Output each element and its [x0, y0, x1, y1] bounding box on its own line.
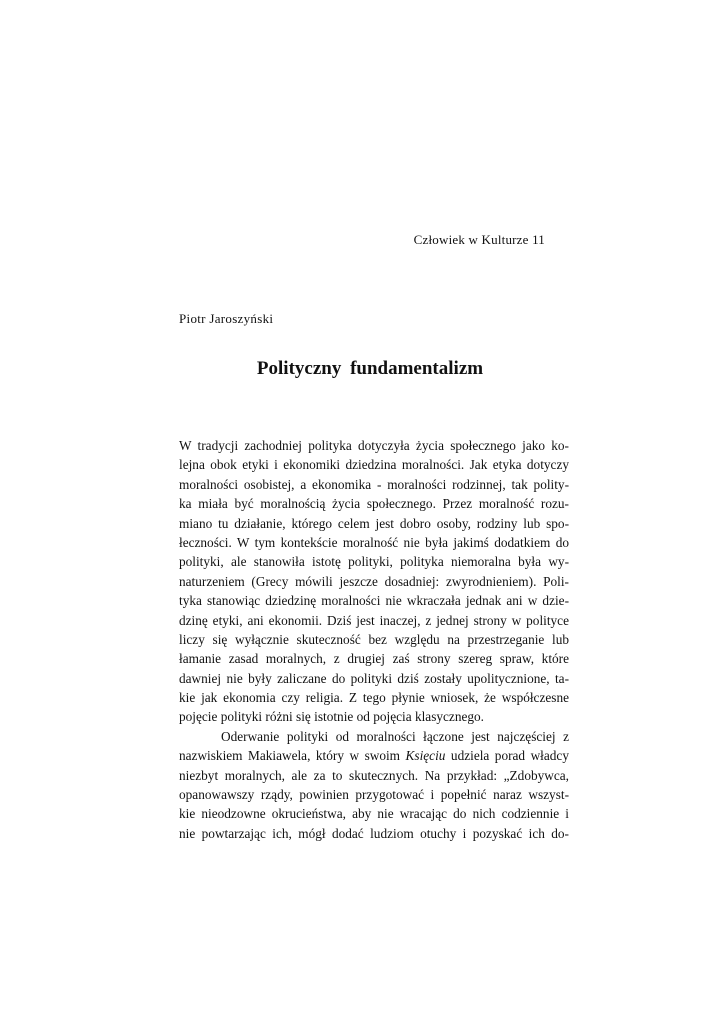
text-line: W tradycji zachodniej polityka dotyczyła życia społecznego jako ko- — [179, 438, 569, 453]
text-line: nie powtarzając ich, mógł dodać ludziom otuchy i pozyskać ich do- — [179, 825, 569, 841]
text-fragment: nazwiskiem Makiawela, który w swoim — [179, 748, 406, 764]
paragraph-1 — [179, 436, 569, 727]
text-line: naturzeniem (Grecy mówili jeszcze dosadniej: zwyrodnieniem). Poli- — [179, 573, 569, 589]
text-line: Oderwanie polityki od moralności łączone jest najczęściej z — [221, 728, 569, 744]
text-line: niezbyt moralnych, ale za to skutecznych. Na przykład: „Zdobywca, — [179, 767, 569, 783]
text-line: łeczności. W tym kontekście moralność nie była jakimś dodatkiem do — [179, 534, 569, 550]
article-title: Polityczny fundamentalizm — [256, 358, 484, 379]
text-line: ka miała być moralnością życia społecznego. Przez moralność rozu- — [179, 496, 569, 512]
text-fragment: udziela porad władcy — [445, 748, 569, 764]
text-line: kie jak ekonomia czy religia. Z tego płynie wniosek, że współczesne — [179, 690, 569, 706]
author-name: Piotr Jaroszyński — [179, 311, 274, 326]
article-body — [179, 436, 569, 843]
book-title-italic: Księciu — [405, 748, 446, 764]
running-header: Człowiek w Kulturze 11 — [413, 232, 545, 247]
text-line: dzinę etyki, ani ekonomii. Dziś jest inaczej, z jednej strony w polityce — [179, 612, 569, 628]
text-line: dawniej nie były zaliczane do polityki dziś zostały upolitycznione, ta- — [179, 670, 569, 686]
text-line: tyka stanowiąc dziedzinę moralności nie wkraczała jednak ani w dzie- — [179, 593, 569, 609]
text-line: łamanie zasad moralnych, z drugiej zaś strony szereg spraw, które — [179, 651, 569, 667]
text-line: moralności osobistej, a ekonomika - moralności rodzinnej, tak polity- — [179, 476, 569, 492]
text-line: pojęcie polityki różni się istotnie od pojęcia klasycznego. — [179, 709, 485, 725]
text-line: lejna obok etyki i ekonomiki dziedzina moralności. Jak etyka dotyczy — [179, 457, 569, 473]
text-line: polityki, ale stanowiła istotę polityki, polityka niemoralna była wy- — [179, 554, 569, 570]
text-line: miano tu działanie, którego celem jest dobro osoby, rodziny lub spo- — [179, 515, 569, 531]
text-line: opanowawszy rządy, powinien przygotować i popełnić naraz wszyst- — [179, 787, 569, 803]
text-line: kie nieodzowne okrucieństwa, aby nie wracając do nich codziennie i — [179, 806, 569, 822]
paragraph-2 — [179, 727, 569, 843]
text-line: liczy się wyłącznie skuteczność bez względu na przestrzeganie lub — [179, 631, 569, 647]
text-line-with-italic — [179, 746, 569, 765]
